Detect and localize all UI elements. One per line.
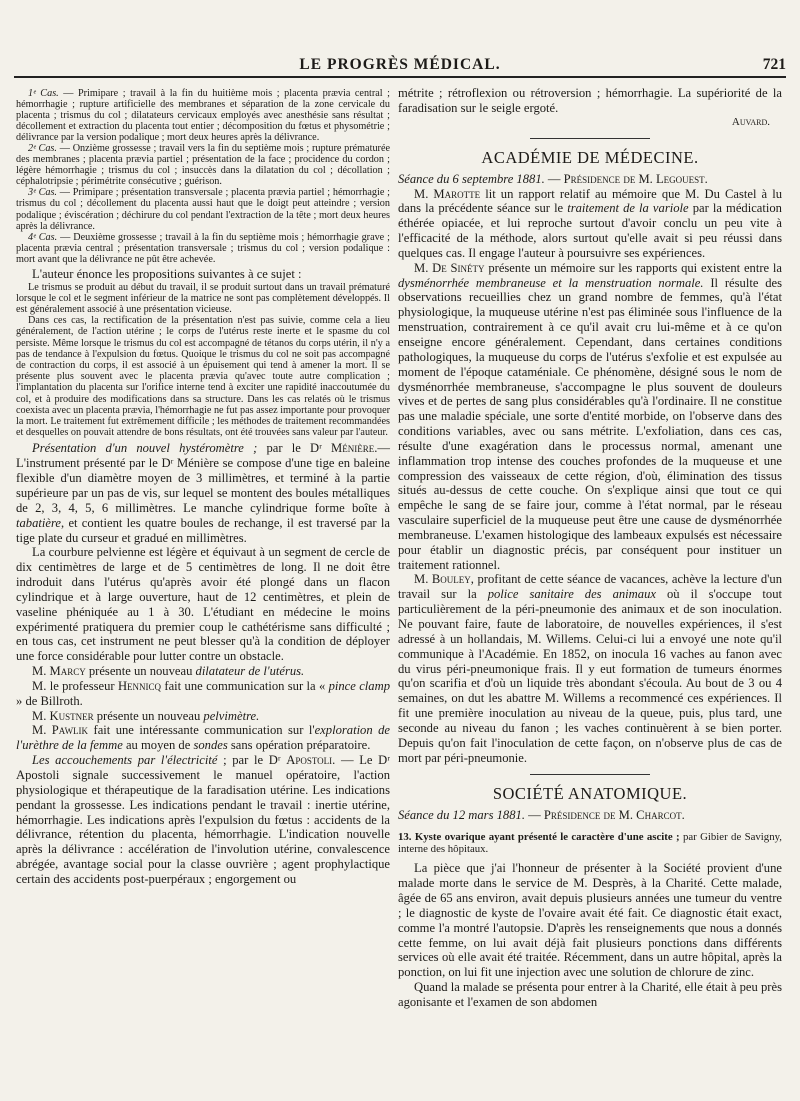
case-text: — Deuxième grossesse ; travail à la fin du septième mois ; hémorrhagie grave ; placenta prævia central ; présentation transversale ; trismus du col ; version podalique : mort avant que la délivrance ne pût être achevée. bbox=[16, 231, 390, 265]
case-3 bbox=[16, 187, 390, 231]
case-text: — Primipare ; présentation transversale ; placenta prævia partiel ; hémorrhagie ; trismus du col ; décollement du placenta aussi haut que le doigt peut atteindre ; version podalique ; éviscération ; déchirure du col pendant l'extraction de la tête ; mort deux heures après la délivrance. bbox=[16, 187, 390, 232]
case-4 bbox=[16, 232, 390, 265]
academie-section-title: ACADÉMIE DE MÉDECINE. bbox=[481, 147, 699, 167]
bouley-paragraph: M. Bouley, profitant de cette séance de vacances, achève la lecture d'un travail sur la police sanitaire des animaux où il s'occupe tout particulièrement de la péri-pneumonie des animaux et de son inoculation. Ne pouvant faire, faute de laboratoire, de nouvelles expériences, il s'est adressé à un hollandais, M. Willems. Celui-ci lui a envoyé une note qu'il communique à l'Académie. En 1852, on inocula 16 vaches au fanon avec du virus péri-pneumonique frais. Il y eut formation de tumeurs énormes qu'on scarifia et d'où un liquide très abondant s'écoula. Au bout de 3 ou 4 semaines, on dut les abattre M. Willems a recommencé ces expériences. Il fit une première inoculation au niveau de la queue, puis, plus tard, une seconde au niveau du fanon ; les vaches continuèrent à se bien porter. Depuis qu'on fait l'inoculation de cette façon, on n'observe plus de cas de mort par péri-pneumonie. bbox=[398, 572, 783, 765]
kyste-paragraph-1: La pièce que j'ai l'honneur de présenter à la Société provient d'une malade morte dans le service de M. Desprès, à la Charité. Cette malade, âgée de 65 ans environ, avait depuis plusieurs années une tumeur du ventre ; le diagnostic de kyste de l'ovaire avait été fait. Ce diagnostic était exact, comme l'a montré l'autopsie. D'après les renseignements que nous a donnés cette femme, on lui avait déjà fait plusieurs ponctions dans différents services où elle avait été traitée. Récemment, dans un autre hôpital, après la ponction, on lui fit une injection avec une solution de chlorure de zinc. bbox=[398, 861, 782, 980]
hysterometre-paragraph: Présentation d'un nouvel hystéromètre ; par le Dʳ Ménière.—L'instrument présenté par le Dʳ Ménière se compose d'une tige en baleine flexible d'un diamètre moyen de 3 millimètres, et terminé à la partie supérieure par un pas de vis, sur lequel se montent des boules métalliques de 2, 3, 4, 5, 6 millimètres. Le manche cylindrique forme boîte à tabatière, et contient les quatre boules de rechange, il est traversé par la tige plate du curseur et gradué en millimètres. bbox=[16, 441, 390, 545]
page-header bbox=[14, 56, 786, 78]
author-name: Ménière. bbox=[331, 441, 378, 456]
case-label: 1ᵉ Cas. bbox=[28, 88, 59, 99]
apostoli-paragraph: Les accouchements par l'électricité ; par le Dʳ Apostoli. — Le Dʳ Apostoli signale successivement le manuel opératoire, l'action physiologique et thérapeutique de la faradisation utérine. Les indications pendant la grossesse. Les indications pendant le travail : inertie utérine, hémorrhagie. Les indications après l'expulsion du fœtus : accidents de la délivrance, rétention du placenta, hémorrhagie. L'indication nouvelle après la délivrance : accélération de l'involution utérine, convalescence abrégée, avantage social pour la classe ouvrière ; agent prophylactique certain des accidents post-puerpéraux ; engorgement ou bbox=[16, 753, 391, 886]
left-column bbox=[16, 88, 390, 887]
apostoli-title: Les accouchements par l'électricité bbox=[32, 753, 218, 768]
marotte-paragraph: M. Marotte lit un rapport relatif au mémoire que M. Du Castel à lu dans la précédente séance sur le traitement de la variole par la médication éthérée opiacée, et lui reproche surtout d'avoir conclu un peu vite à l'efficacité de la méthode, alors surtout qu'elle avait si peu réussi dans quelques cas. Il engage l'auteur à poursuivre ses expériences. bbox=[398, 186, 782, 260]
sinety-paragraph: M. De Sinéty présente un mémoire sur les rapports qui existent entre la dysménorrhée membraneuse et la menstruation normale. Il résulte des observations recueillies chez un grand nombre de femmes, qu'à l'état physiologique, la muqueuse utérine n'est pas éliminée sous l'influence de la menstruation, contrairement à ce qu'il avait cru lui-même et à ce qu'on enseigne encore généralement. Cependant, dans certaines conditions pathologiques, la muqueuse du corps de l'utérus s'exfolie et est expulsée au moment de l'époque cataméniale. Ce phénomène, désigné sous le nom de dysménorrhée membraneuse, s'accompagne le plus souvent de douleurs vives et de pertes de sang plus considérables qu'à l'ordinaire. Il ne constitue pas une maladie spéciale, une sorte d'entité morbide, on l'observe dans des conditions variables, avec ou sans métrite. L'exfoliation, dans ces cas, résulte d'une exagération dans le processus normal, amenant une inflammation trop intense des couches profondes de la muqueuse et une compression des vaisseaux de cette région, d'où, élimination des tissus situés au-dessus de cette couche. On s'explique ainsi que tout ce qui empêche le sang de se faire jour, comme à l'état normal, par le réseau vasculaire superficiel de la muqueuse peut être une cause de dysménorrhée membraneuse. L'examen histologique des lambeaux expulsés est nécessaire pour établir un diagnostic précis, par conséquent pour instituer un traitement rationnel. bbox=[398, 260, 782, 572]
case-label: 3ᵉ Cas. bbox=[28, 187, 57, 199]
right-column bbox=[398, 86, 782, 1010]
courbure-paragraph: La courbure pelvienne est légère et équivaut à un segment de cercle de dix centimètres de large et de 5 centimètres de long. Il ne doit être indroduit dans l'utérus qu'après avoir été plongé dans un flacon cylindrique et à large ouverture, haut de 12 centimètres, et plein de vaseline phéniquée au 1 à 30. L'étudiant en médecine le moins expérimenté pratiquera du premier coup le cathétérisme sans difficulté ; en tous cas, cet instrument ne peut blesser qu'à la condition de déployer une force considérable pour lutter contre un obstacle. bbox=[16, 545, 390, 664]
case-2 bbox=[16, 143, 390, 187]
marcy-paragraph: M. Marcy présente un nouveau dilatateur de l'utérus. bbox=[32, 664, 305, 679]
hysterometre-title: Présentation d'un nouvel hystéromètre ; bbox=[32, 441, 258, 456]
page-number: 721 bbox=[762, 56, 786, 73]
article-title: 13. Kyste ovarique ayant présenté le caractère d'une ascite ; par Gibier de Savigny, interne des hôpitaux. bbox=[398, 831, 782, 856]
rectification-paragraph: Dans ces cas, la rectification de la présentation n'est pas suivie, comme cela a lieu généralement, de l'action utérine ; le corps de l'utérus reste inerte et le spasme du col persiste. Même lorsque le trismus du col est accompagné de tétanos du corps utérin, il n'y a pas de tendance à l'expulsion du fœtus. Quoique le trismus du col ne soit pas accompagné de contraction du corps, il est associé à un épuisement qui tend à amener la mort. Il se présente plus souvent avec le placenta prævia qu'avec toute autre complication ; l'implantation du placenta sur l'orifice interne tend à exciter une rapidité inaccoutumée du col, et à produire des modifications dans sa structure. Dans les cas relatés où le trismus coexista avec un placenta prævia, l'hémorrhagie ne fut pas assez importante pour provoquer la mort. Le traitement fut extrêmement difficile ; les méthodes de traitement recommandées et desquelles on pouvait attendre de bons résultats, ont été trouvées sans valeur par l'auteur. bbox=[16, 315, 390, 439]
journal-title: LE PROGRÈS MÉDICAL. bbox=[299, 56, 501, 73]
case-label: 4ᵉ Cas. bbox=[28, 231, 58, 243]
case-text: — Onzième grossesse ; travail vers la fin du septième mois ; rupture prématurée des membranes ; placenta prævia partiel ; présentation de la face ; procidence du cordon ; légère hémorrhagie ; trismus du col ; insuccès dans la dilatation du col ; décollation ; céphalotripsie ; périmétrite consécutive ; guérison. bbox=[16, 143, 390, 188]
societe-seance: Séance du 12 mars 1881. — Présidence de M. Charcot. bbox=[398, 808, 685, 823]
kustner-paragraph: M. Kustner présente un nouveau pelvimètre. bbox=[32, 708, 260, 723]
kyste-paragraph-2: Quand la malade se présenta pour entrer à la Charité, elle était à peu près agonisante et l'examen de son abdomen bbox=[398, 980, 782, 1009]
trismus-paragraph: Le trismus se produit au début du travail, il se produit surtout dans un travail prématuré lorsque le col et le segment inférieur de la matrice ne sont pas complètement développés. Il est généralement associé à une présentation vicieuse. bbox=[16, 281, 390, 315]
case-text: — Primipare ; travail à la fin du huitième mois ; placenta prævia central ; hémorrhagie ; rupture artificielle des membranes et séparation de la zone cervicale du placenta ; trismus du col ; dilatateurs cervicaux employés avec anesthésie sans résultat ; décollement et extraction du placenta tout entier ; décomposition du fœtus et physométrie ; délivrance par la version podalique ; mort deux heures après la délivrance. bbox=[16, 88, 390, 144]
pawlik-paragraph: M. Pawlik fait une intéressante communication sur l'exploration de l'urèthre de la femme au moyen de sondes sans opération préparatoire. bbox=[16, 723, 390, 753]
divider bbox=[530, 138, 650, 139]
societe-section-title: SOCIÉTÉ ANATOMIQUE. bbox=[492, 784, 688, 804]
author-propositions-intro: L'auteur énonce les propositions suivantes à ce sujet : bbox=[32, 266, 302, 281]
academie-seance: Séance du 6 septembre 1881. — Présidence de M. Legouest. bbox=[398, 171, 708, 186]
signature: Auvard. bbox=[731, 115, 770, 128]
case-label: 2ᵉ Cas. bbox=[28, 143, 57, 155]
continuation-paragraph: métrite ; rétroflexion ou rétroversion ; hémorrhagie. La supériorité de la faradisation sur le seigle ergoté. bbox=[398, 86, 782, 115]
divider bbox=[530, 774, 650, 775]
case-1 bbox=[16, 88, 390, 143]
hennicq-paragraph: M. le professeur Hennicq fait une communication sur la « pince clamp » de Billroth. bbox=[16, 678, 390, 708]
